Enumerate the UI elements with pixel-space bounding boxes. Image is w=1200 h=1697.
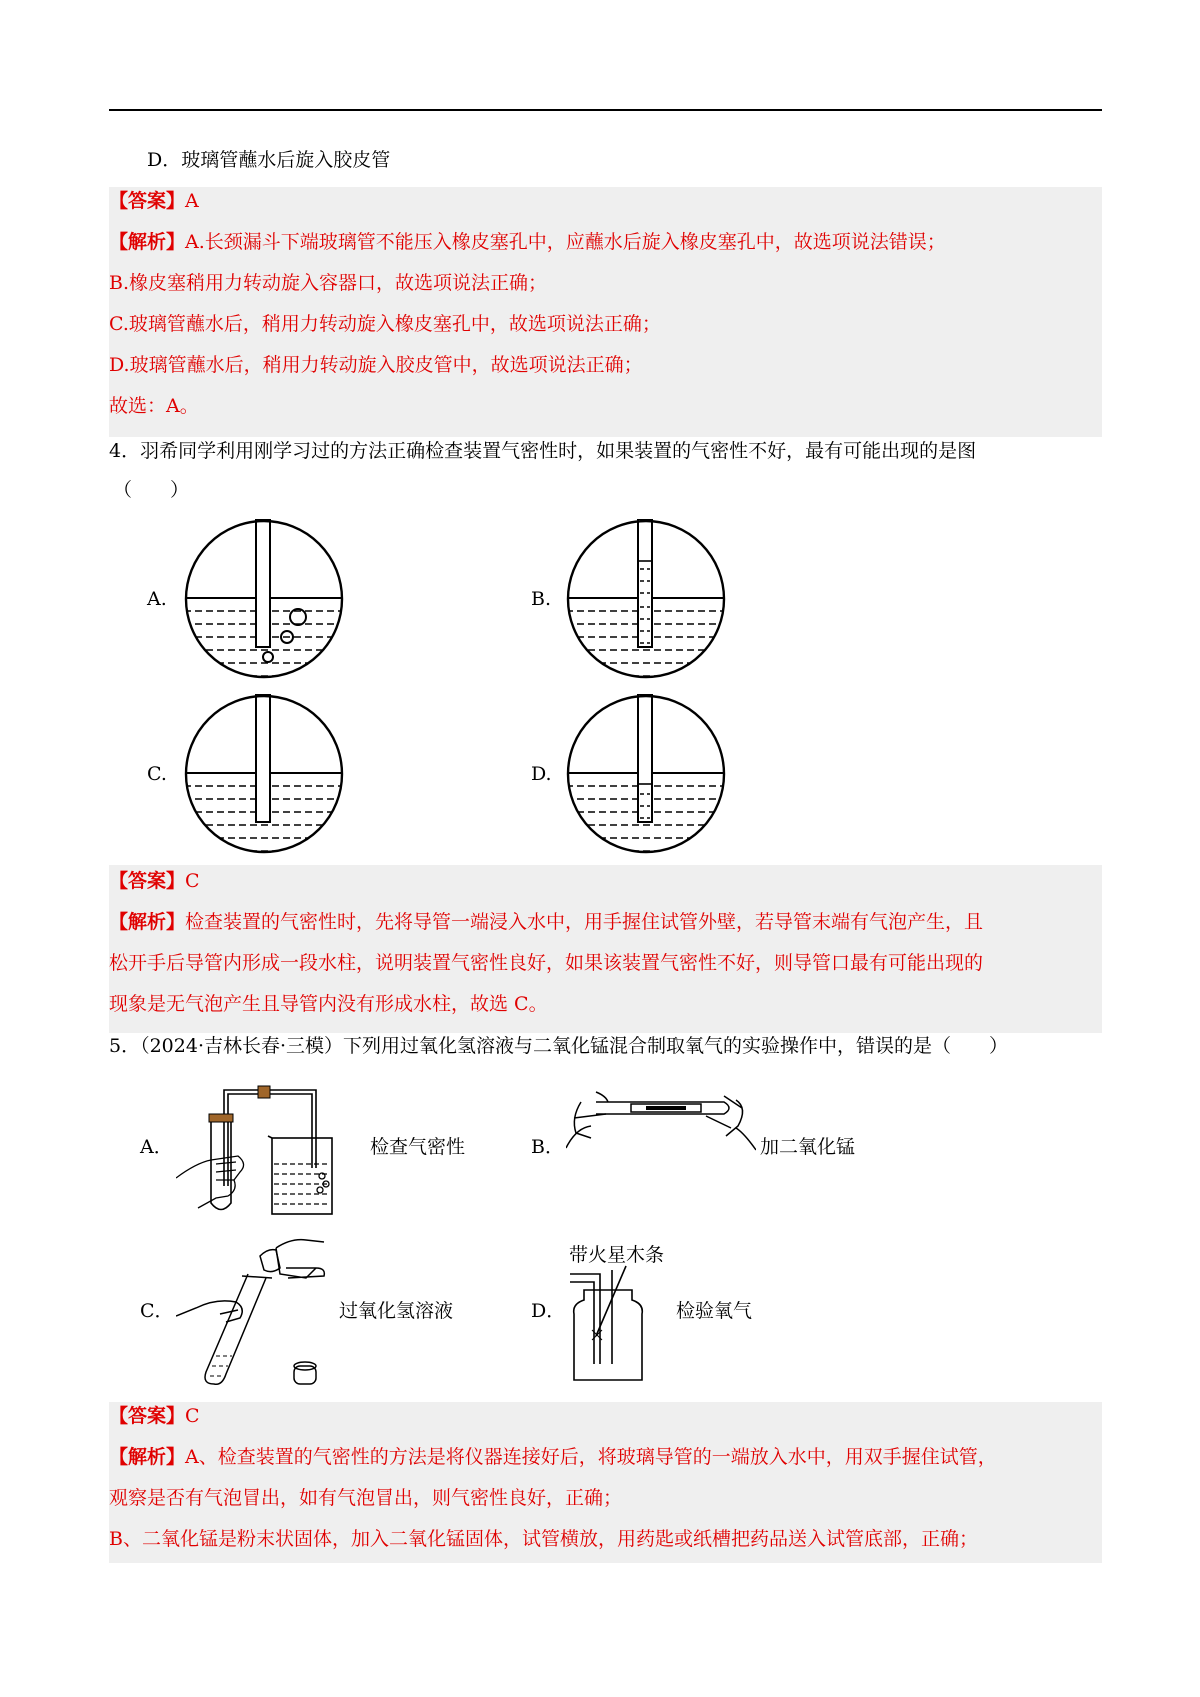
q3-answer-box — [109, 187, 1102, 437]
q5-option-c-label: C． — [140, 1300, 174, 1322]
q4-option-a-label: A. — [147, 588, 167, 610]
answer-value: C — [185, 870, 200, 892]
q4-figure-d — [566, 694, 726, 854]
analysis-text: A.长颈漏斗下端玻璃管不能压入橡皮塞孔中，应蘸水后旋入橡皮塞孔中，故选项说法错误； — [185, 231, 946, 253]
analysis-text: 检查装置的气密性时，先将导管一端浸入水中，用手握住试管外壁，若导管末端有气泡产生，且 — [185, 911, 984, 933]
q5-caption-d-top: 带火星木条 — [569, 1244, 665, 1266]
answer-value: C — [185, 1405, 200, 1427]
q4-figure-a — [184, 519, 344, 679]
q4-option-b-label: B. — [531, 588, 552, 610]
q5-figure-c — [176, 1238, 336, 1392]
answer-value: A — [185, 190, 199, 212]
q5-analysis-1 — [109, 1446, 997, 1468]
q3-answer — [109, 190, 199, 212]
q5-caption-b: 加二氧化锰 — [760, 1136, 856, 1158]
q4-paren: （ ） — [113, 479, 190, 501]
q5-caption-c: 过氧化氢溶液 — [339, 1300, 454, 1322]
q5-analysis-2: 观察是否有气泡冒出，如有气泡冒出，则气密性良好，正确； — [109, 1487, 623, 1509]
q5-caption-d: 检验氧气 — [676, 1300, 753, 1322]
analysis-tag: 【解析】 — [109, 911, 186, 933]
answer-tag: 【答案】 — [109, 1405, 186, 1427]
q5-figure-d — [566, 1264, 656, 1384]
q4-option-c-label: C. — [147, 763, 167, 785]
q4-analysis-3: 现象是无气泡产生且导管内没有形成水柱，故选 C。 — [109, 993, 548, 1015]
q3-analysis-2: B.橡皮塞稍用力转动旋入容器口，故选项说法正确； — [109, 272, 548, 294]
q5-analysis-3: B、二氧化锰是粉末状固体，加入二氧化锰固体，试管横放，用药匙或纸槽把药品送入试管底部，正确； — [109, 1528, 978, 1550]
q3-analysis-4: D.玻璃管蘸水后，稍用力转动旋入胶皮管中，故选项说法正确； — [109, 354, 643, 376]
q5-option-b-label: B． — [531, 1136, 564, 1158]
q4-stem: 4．羽希同学利用刚学习过的方法正确检查装置气密性时，如果装置的气密性不好，最有可能出现的是图 — [109, 440, 977, 462]
q4-figure-c — [184, 694, 344, 854]
q4-option-d-label: D. — [531, 763, 552, 785]
q4-analysis-1 — [109, 911, 983, 933]
q4-answer — [109, 870, 200, 892]
q5-figure-a — [176, 1068, 368, 1218]
q5-option-a-label: A． — [140, 1136, 173, 1158]
q3-analysis-1 — [109, 231, 946, 253]
analysis-tag: 【解析】 — [109, 231, 186, 253]
q5-answer-box — [109, 1402, 1102, 1563]
answer-tag: 【答案】 — [109, 190, 186, 212]
q5-answer — [109, 1405, 200, 1427]
answer-tag: 【答案】 — [109, 870, 186, 892]
q5-option-d-label: D． — [531, 1300, 566, 1322]
q3-analysis-3: C.玻璃管蘸水后，稍用力转动旋入橡皮塞孔中，故选项说法正确； — [109, 313, 661, 335]
q4-analysis-2: 松开手后导管内形成一段水柱，说明装置气密性良好，如果该装置气密性不好，则导管口最有可能出现的 — [109, 952, 984, 974]
q5-figure-b — [566, 1078, 756, 1168]
header-rule — [109, 109, 1102, 111]
q4-figure-b — [566, 519, 726, 679]
analysis-tag: 【解析】 — [109, 1446, 186, 1468]
q5-caption-a: 检查气密性 — [370, 1136, 466, 1158]
q5-stem: 5．（2024·吉林长春·三模）下列用过氧化氢溶液与二氧化锰混合制取氧气的实验操作中，错误的是（ ） — [109, 1035, 1009, 1057]
analysis-text: A、检查装置的气密性的方法是将仪器连接好后，将玻璃导管的一端放入水中，用双手握住试管， — [185, 1446, 997, 1468]
q4-answer-box — [109, 865, 1102, 1033]
q3-option-d: D．玻璃管蘸水后旋入胶皮管 — [147, 149, 391, 171]
q3-analysis-5: 故选：A。 — [109, 395, 199, 417]
